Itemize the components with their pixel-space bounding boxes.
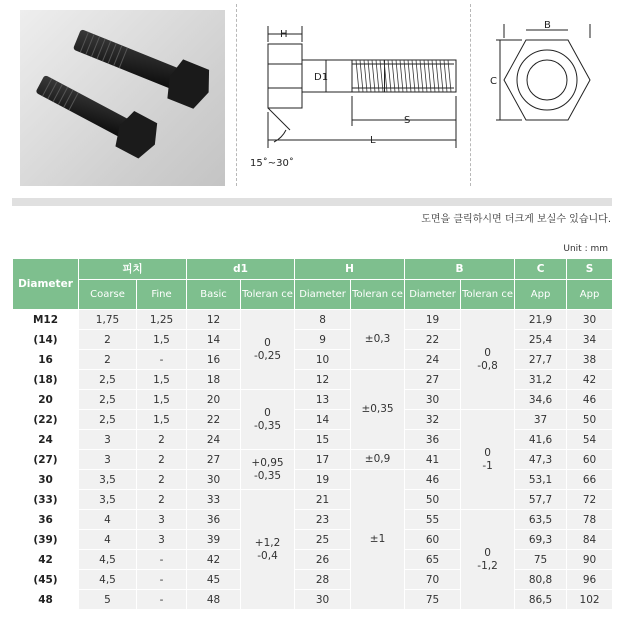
dim-angle-label: 15˚~30˚ xyxy=(250,158,294,169)
d1-basic-cell: 27 xyxy=(187,450,241,470)
section-divider-bar xyxy=(12,198,612,206)
c-app-cell: 80,8 xyxy=(515,570,567,590)
b-diameter-cell: 32 xyxy=(405,410,461,430)
diameter-cell: (18) xyxy=(13,370,79,390)
table-row xyxy=(13,310,613,330)
h-tolerance-cell xyxy=(351,370,405,450)
bolt-spec-table xyxy=(12,258,613,610)
b-diameter-cell: 50 xyxy=(405,490,461,510)
diameter-cell: (27) xyxy=(13,450,79,470)
dim-s-label: S xyxy=(404,115,411,126)
col-header-b-diameter: Diameter xyxy=(405,280,461,310)
tolerance-line: -0,25 xyxy=(253,349,282,362)
table-row xyxy=(13,350,613,370)
s-app-cell: 90 xyxy=(567,550,613,570)
col-header-pitch: 피치 xyxy=(79,259,187,280)
d1-basic-cell: 33 xyxy=(187,490,241,510)
d1-basic-cell: 42 xyxy=(187,550,241,570)
dim-c-label: C xyxy=(490,76,497,87)
h-diameter-cell: 10 xyxy=(295,350,351,370)
b-diameter-cell: 30 xyxy=(405,390,461,410)
bolt-front-drawing[interactable] xyxy=(492,22,602,132)
h-diameter-cell: 12 xyxy=(295,370,351,390)
fine-pitch-cell: 1,5 xyxy=(137,390,187,410)
b-diameter-cell: 41 xyxy=(405,450,461,470)
tolerance-line: ±0,3 xyxy=(364,333,391,345)
tolerance-line: ±0,9 xyxy=(364,453,391,465)
s-app-cell: 96 xyxy=(567,570,613,590)
coarse-pitch-cell: 3,5 xyxy=(79,490,137,510)
col-header-s: S xyxy=(567,259,613,280)
col-header-h-diameter: Diameter xyxy=(295,280,351,310)
b-diameter-cell: 70 xyxy=(405,570,461,590)
b-tolerance-cell xyxy=(461,510,515,610)
d1-basic-cell: 24 xyxy=(187,430,241,450)
diameter-cell: 20 xyxy=(13,390,79,410)
h-diameter-cell: 19 xyxy=(295,470,351,490)
h-diameter-cell: 28 xyxy=(295,570,351,590)
coarse-pitch-cell: 1,75 xyxy=(79,310,137,330)
dim-d1-label: D1 xyxy=(314,72,329,83)
b-diameter-cell: 22 xyxy=(405,330,461,350)
b-diameter-cell: 46 xyxy=(405,470,461,490)
c-app-cell: 25,4 xyxy=(515,330,567,350)
tolerance-line: -1,2 xyxy=(477,559,498,572)
col-header-c-app: App xyxy=(515,280,567,310)
h-diameter-cell: 15 xyxy=(295,430,351,450)
table-row xyxy=(13,590,613,610)
fine-pitch-cell: - xyxy=(137,350,187,370)
coarse-pitch-cell: 2,5 xyxy=(79,370,137,390)
col-header-h-tolerance: Toleran ce xyxy=(351,280,405,310)
d1-basic-cell: 39 xyxy=(187,530,241,550)
diameter-cell: 48 xyxy=(13,590,79,610)
tolerance-line: 0 xyxy=(484,446,491,459)
h-diameter-cell: 9 xyxy=(295,330,351,350)
d1-basic-cell: 14 xyxy=(187,330,241,350)
coarse-pitch-cell: 2,5 xyxy=(79,390,137,410)
h-diameter-cell: 26 xyxy=(295,550,351,570)
bolt-side-drawing[interactable] xyxy=(244,22,464,172)
tolerance-line: 0 xyxy=(264,406,271,419)
c-app-cell: 41,6 xyxy=(515,430,567,450)
drawing-click-note: 도면을 클릭하시면 더크게 보실수 있습니다. xyxy=(421,214,611,225)
table-row xyxy=(13,570,613,590)
col-header-fine: Fine xyxy=(137,280,187,310)
d1-basic-cell: 36 xyxy=(187,510,241,530)
table-row xyxy=(13,450,613,470)
col-header-diameter: Diameter xyxy=(13,259,79,310)
b-diameter-cell: 55 xyxy=(405,510,461,530)
b-tolerance-cell xyxy=(461,410,515,510)
tolerance-line: -0,35 xyxy=(253,419,282,432)
coarse-pitch-cell: 3 xyxy=(79,430,137,450)
d1-basic-cell: 12 xyxy=(187,310,241,330)
col-header-d1-basic: Basic xyxy=(187,280,241,310)
table-row xyxy=(13,530,613,550)
diameter-cell: (22) xyxy=(13,410,79,430)
tolerance-line: 0 xyxy=(484,546,491,559)
tolerance-line: +0,95 xyxy=(251,456,284,469)
divider xyxy=(236,4,237,186)
s-app-cell: 102 xyxy=(567,590,613,610)
tolerance-line: +1,2 xyxy=(254,536,281,549)
table-row xyxy=(13,430,613,450)
h-diameter-cell: 23 xyxy=(295,510,351,530)
table-row xyxy=(13,510,613,530)
b-diameter-cell: 36 xyxy=(405,430,461,450)
b-tolerance-cell xyxy=(461,310,515,410)
col-header-d1: d1 xyxy=(187,259,295,280)
tolerance-line: ±1 xyxy=(369,533,386,545)
diameter-cell: (39) xyxy=(13,530,79,550)
h-diameter-cell: 8 xyxy=(295,310,351,330)
c-app-cell: 69,3 xyxy=(515,530,567,550)
coarse-pitch-cell: 3 xyxy=(79,450,137,470)
b-diameter-cell: 24 xyxy=(405,350,461,370)
d1-tolerance-cell xyxy=(241,390,295,450)
b-diameter-cell: 75 xyxy=(405,590,461,610)
table-row xyxy=(13,470,613,490)
b-diameter-cell: 27 xyxy=(405,370,461,390)
diameter-cell: 16 xyxy=(13,350,79,370)
h-tolerance-cell xyxy=(351,470,405,610)
diameter-cell: (33) xyxy=(13,490,79,510)
tolerance-line: -1 xyxy=(482,459,493,472)
c-app-cell: 57,7 xyxy=(515,490,567,510)
fine-pitch-cell: 2 xyxy=(137,450,187,470)
fine-pitch-cell: - xyxy=(137,550,187,570)
col-header-d1-tolerance: Toleran ce xyxy=(241,280,295,310)
s-app-cell: 78 xyxy=(567,510,613,530)
coarse-pitch-cell: 2 xyxy=(79,330,137,350)
h-diameter-cell: 14 xyxy=(295,410,351,430)
d1-basic-cell: 45 xyxy=(187,570,241,590)
tolerance-line: -0,35 xyxy=(253,469,282,482)
diameter-cell: (14) xyxy=(13,330,79,350)
col-header-b-tolerance: Toleran ce xyxy=(461,280,515,310)
diameter-cell: 24 xyxy=(13,430,79,450)
c-app-cell: 86,5 xyxy=(515,590,567,610)
s-app-cell: 42 xyxy=(567,370,613,390)
table-body xyxy=(13,310,613,610)
coarse-pitch-cell: 4 xyxy=(79,530,137,550)
table-row xyxy=(13,550,613,570)
d1-basic-cell: 48 xyxy=(187,590,241,610)
fine-pitch-cell: 1,5 xyxy=(137,410,187,430)
c-app-cell: 53,1 xyxy=(515,470,567,490)
fine-pitch-cell: 1,5 xyxy=(137,370,187,390)
tolerance-line: 0 xyxy=(484,346,491,359)
col-header-b: B xyxy=(405,259,515,280)
s-app-cell: 54 xyxy=(567,430,613,450)
dim-h-label: H xyxy=(280,29,288,40)
divider xyxy=(470,4,471,186)
col-header-c: C xyxy=(515,259,567,280)
fine-pitch-cell: 2 xyxy=(137,490,187,510)
h-diameter-cell: 21 xyxy=(295,490,351,510)
s-app-cell: 60 xyxy=(567,450,613,470)
product-photo xyxy=(20,10,225,186)
c-app-cell: 47,3 xyxy=(515,450,567,470)
unit-label: Unit : mm xyxy=(563,244,608,254)
fine-pitch-cell: 1,5 xyxy=(137,330,187,350)
diameter-cell: 30 xyxy=(13,470,79,490)
table-row xyxy=(13,390,613,410)
h-diameter-cell: 17 xyxy=(295,450,351,470)
c-app-cell: 34,6 xyxy=(515,390,567,410)
c-app-cell: 37 xyxy=(515,410,567,430)
tolerance-line: -0,4 xyxy=(257,549,278,562)
b-diameter-cell: 65 xyxy=(405,550,461,570)
s-app-cell: 84 xyxy=(567,530,613,550)
s-app-cell: 66 xyxy=(567,470,613,490)
fine-pitch-cell: 1,25 xyxy=(137,310,187,330)
tolerance-line: 0 xyxy=(264,336,271,349)
diameter-cell: M12 xyxy=(13,310,79,330)
coarse-pitch-cell: 4 xyxy=(79,510,137,530)
table-row xyxy=(13,410,613,430)
col-header-coarse: Coarse xyxy=(79,280,137,310)
s-app-cell: 30 xyxy=(567,310,613,330)
tolerance-line: ±0,35 xyxy=(361,403,394,415)
d1-tolerance-cell xyxy=(241,450,295,490)
h-diameter-cell: 30 xyxy=(295,590,351,610)
fine-pitch-cell: - xyxy=(137,590,187,610)
d1-basic-cell: 20 xyxy=(187,390,241,410)
coarse-pitch-cell: 2,5 xyxy=(79,410,137,430)
diameter-cell: (45) xyxy=(13,570,79,590)
h-tolerance-cell xyxy=(351,450,405,470)
h-diameter-cell: 13 xyxy=(295,390,351,410)
s-app-cell: 38 xyxy=(567,350,613,370)
bolt-photo-image xyxy=(20,10,225,186)
c-app-cell: 63,5 xyxy=(515,510,567,530)
b-diameter-cell: 19 xyxy=(405,310,461,330)
coarse-pitch-cell: 4,5 xyxy=(79,570,137,590)
c-app-cell: 21,9 xyxy=(515,310,567,330)
h-diameter-cell: 25 xyxy=(295,530,351,550)
dim-l-label: L xyxy=(370,135,376,146)
fine-pitch-cell: 3 xyxy=(137,530,187,550)
diameter-cell: 36 xyxy=(13,510,79,530)
col-header-h: H xyxy=(295,259,405,280)
s-app-cell: 50 xyxy=(567,410,613,430)
d1-basic-cell: 16 xyxy=(187,350,241,370)
table-row xyxy=(13,490,613,510)
coarse-pitch-cell: 3,5 xyxy=(79,470,137,490)
c-app-cell: 75 xyxy=(515,550,567,570)
h-tolerance-cell xyxy=(351,310,405,370)
d1-basic-cell: 22 xyxy=(187,410,241,430)
fine-pitch-cell: 2 xyxy=(137,470,187,490)
d1-basic-cell: 30 xyxy=(187,470,241,490)
d1-tolerance-cell xyxy=(241,490,295,610)
fine-pitch-cell: 3 xyxy=(137,510,187,530)
coarse-pitch-cell: 4,5 xyxy=(79,550,137,570)
d1-tolerance-cell xyxy=(241,310,295,390)
s-app-cell: 34 xyxy=(567,330,613,350)
table-row xyxy=(13,330,613,350)
c-app-cell: 31,2 xyxy=(515,370,567,390)
col-header-s-app: App xyxy=(567,280,613,310)
dim-b-label: B xyxy=(544,20,551,31)
table-row xyxy=(13,370,613,390)
fine-pitch-cell: 2 xyxy=(137,430,187,450)
s-app-cell: 72 xyxy=(567,490,613,510)
coarse-pitch-cell: 5 xyxy=(79,590,137,610)
diameter-cell: 42 xyxy=(13,550,79,570)
coarse-pitch-cell: 2 xyxy=(79,350,137,370)
s-app-cell: 46 xyxy=(567,390,613,410)
fine-pitch-cell: - xyxy=(137,570,187,590)
tolerance-line: -0,8 xyxy=(477,359,498,372)
c-app-cell: 27,7 xyxy=(515,350,567,370)
b-diameter-cell: 60 xyxy=(405,530,461,550)
d1-basic-cell: 18 xyxy=(187,370,241,390)
